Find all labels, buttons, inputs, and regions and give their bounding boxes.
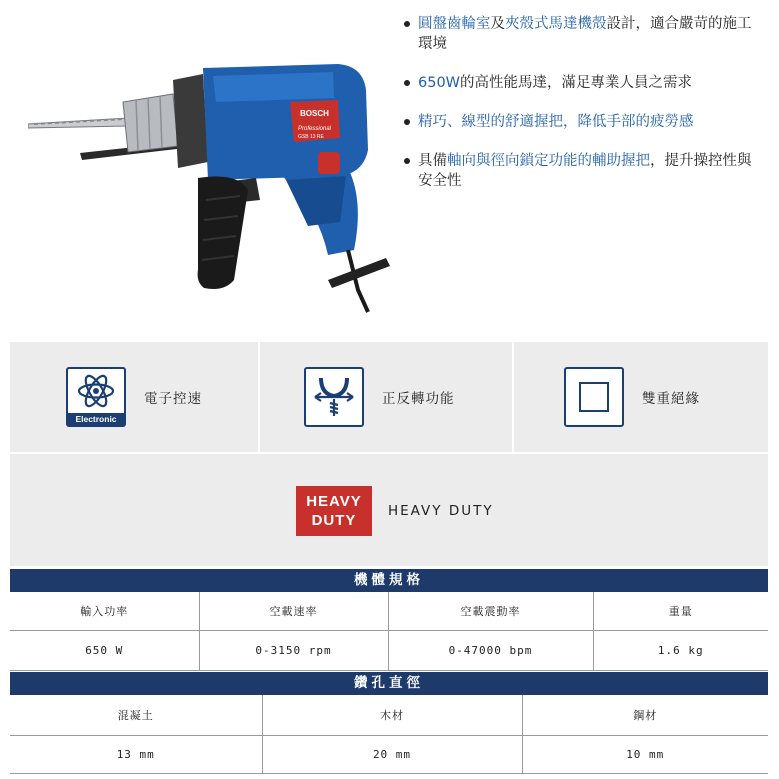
spec-header-cell: 空載速率 <box>199 592 388 630</box>
diameter-value-cell: 20 mm <box>262 735 522 773</box>
bullet-text-part: 軸向與徑向鎖定功能的輔助握把 <box>447 153 650 169</box>
feature-electronic <box>10 342 258 452</box>
spec-value-cell: 1.6 kg <box>593 630 768 670</box>
feature-reverse <box>260 342 512 452</box>
spec-header-cell: 輸入功率 <box>10 592 199 630</box>
heavy-duty-label: HEAVY DUTY <box>388 503 494 519</box>
spec-header-cell: 重量 <box>593 592 768 630</box>
spec-value-cell: 650 W <box>10 630 199 670</box>
bullet-item <box>402 112 762 132</box>
diameter-header-cell: 木材 <box>262 695 522 735</box>
drill-brand-text: BOSCH <box>300 109 329 118</box>
badge-line: HEAVY <box>306 493 362 510</box>
diameter-header-cell: 混凝土 <box>10 695 262 735</box>
reverse-rotation-icon <box>304 367 364 427</box>
bullet-text-part: 設計，適合嚴苛的施工環境 <box>418 16 752 52</box>
spec-value-row <box>10 630 768 670</box>
heavy-duty-row <box>10 454 768 566</box>
drill-model-text: GSB 13 RE <box>298 134 324 140</box>
inner-square-shape <box>579 382 609 412</box>
diameter-value-row <box>10 735 768 773</box>
feature-label: 電子控速 <box>144 391 202 407</box>
spec-table <box>10 592 768 671</box>
bullet-text-part: ，提升操控性與安全性 <box>418 153 752 189</box>
bullet-text-part: 夾殼式馬達機殼 <box>505 16 607 32</box>
drill-line-text: Professional <box>298 126 332 132</box>
diameter-header-row <box>10 695 768 735</box>
feature-icons-row <box>10 342 768 452</box>
spec-value-cell: 0-47000 bpm <box>388 630 593 670</box>
bullet-text-part: 精巧、線型的舒適握把，降低手部的疲勞感 <box>418 114 694 130</box>
drill-product-image <box>28 50 398 315</box>
bullet-item <box>402 73 762 93</box>
electronic-icon-caption: Electronic <box>68 413 124 425</box>
bullet-text-part: 的高性能馬達，滿足專業人員之需求 <box>460 75 693 91</box>
spec-value-cell: 0-3150 rpm <box>199 630 388 670</box>
feature-label: 正反轉功能 <box>382 391 455 407</box>
drill-diameter-title: 鑽孔直徑 <box>10 672 768 695</box>
spec-header-cell: 空載震動率 <box>388 592 593 630</box>
bullet-item <box>402 151 762 191</box>
bullet-text-part: 具備 <box>418 153 447 169</box>
feature-bullet-list <box>402 14 762 210</box>
bullet-text-part: 圓盤齒輪室 <box>418 16 491 32</box>
bullet-item <box>402 14 762 54</box>
diameter-header-cell: 鋼材 <box>522 695 768 735</box>
heavy-duty-badge-icon <box>296 486 372 536</box>
electronic-atom-icon <box>66 367 126 427</box>
spec-section-title: 機體規格 <box>10 569 768 592</box>
feature-double-insulation <box>514 342 768 452</box>
feature-label: 雙重絕緣 <box>642 391 700 407</box>
bullet-text-part: 及 <box>490 16 505 32</box>
bullet-text-part: 650W <box>418 75 461 91</box>
badge-line: DUTY <box>311 512 357 529</box>
diameter-value-cell: 10 mm <box>522 735 768 773</box>
drill-diameter-table <box>10 695 768 774</box>
double-insulation-icon <box>564 367 624 427</box>
spec-header-row <box>10 592 768 630</box>
hero-section <box>0 0 779 340</box>
diameter-value-cell: 13 mm <box>10 735 262 773</box>
